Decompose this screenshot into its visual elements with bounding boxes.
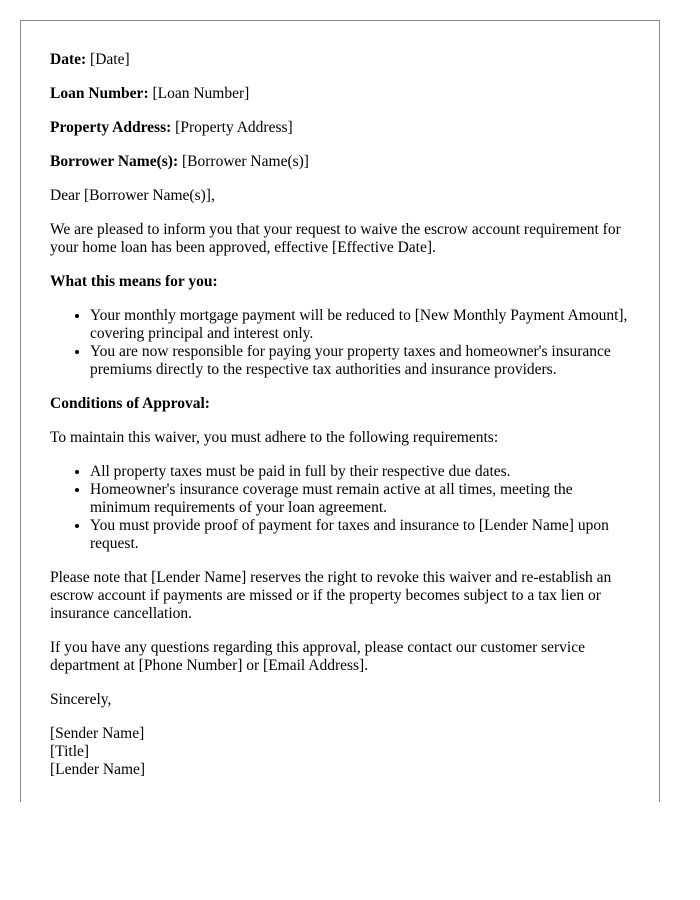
property-address-value: [Property Address]	[175, 119, 293, 136]
conditions-heading: Conditions of Approval:	[50, 395, 210, 412]
list-item: • Homeowner's insurance coverage must remain active at all times, meeting the minimum requirements of your loan agreement.	[90, 481, 629, 517]
date-line	[50, 51, 629, 69]
list-item: • You must provide proof of payment for taxes and insurance to [Lender Name] upon request.	[90, 517, 629, 553]
loan-number-line	[50, 85, 629, 103]
what-this-means-list	[50, 307, 629, 379]
lender-name: [Lender Name]	[50, 761, 146, 778]
sender-name: [Sender Name]	[50, 725, 145, 742]
sender-title: [Title]	[50, 743, 90, 760]
borrower-names-label: Borrower Name(s):	[50, 153, 179, 170]
letter-document	[20, 20, 660, 802]
list-item: • All property taxes must be paid in full by their respective due dates.	[90, 463, 629, 481]
conditions-intro: To maintain this waiver, you must adhere to the following requirements:	[50, 429, 499, 446]
property-address-line	[50, 119, 629, 137]
contact-paragraph: If you have any questions regarding this approval, please contact our customer service department at [Phone Number] or [Email Address].	[50, 639, 585, 674]
date-value: [Date]	[90, 51, 130, 68]
signature-block	[50, 725, 629, 779]
borrower-names-value: [Borrower Name(s)]	[182, 153, 309, 170]
loan-number-label: Loan Number:	[50, 85, 149, 102]
property-address-label: Property Address:	[50, 119, 172, 136]
conditions-list	[50, 463, 629, 553]
list-item: • You are now responsible for paying your property taxes and homeowner's insurance premiums directly to the respective tax authorities and insurance providers.	[90, 343, 629, 379]
closing: Sincerely,	[50, 691, 112, 708]
intro-paragraph: We are pleased to inform you that your request to waive the escrow account requirement for your home loan has been approved, effective [Effective Date].	[50, 221, 621, 256]
salutation: Dear [Borrower Name(s)],	[50, 187, 215, 204]
note-paragraph: Please note that [Lender Name] reserves the right to revoke this waiver and re-establish an escrow account if payments are missed or if the property becomes subject to a tax lien or insurance cancellation.	[50, 569, 612, 622]
loan-number-value: [Loan Number]	[152, 85, 250, 102]
date-label: Date:	[50, 51, 87, 68]
what-this-means-heading: What this means for you:	[50, 273, 218, 290]
borrower-names-line	[50, 153, 629, 171]
list-item: • Your monthly mortgage payment will be reduced to [New Monthly Payment Amount], covering principal and interest only.	[90, 307, 629, 343]
